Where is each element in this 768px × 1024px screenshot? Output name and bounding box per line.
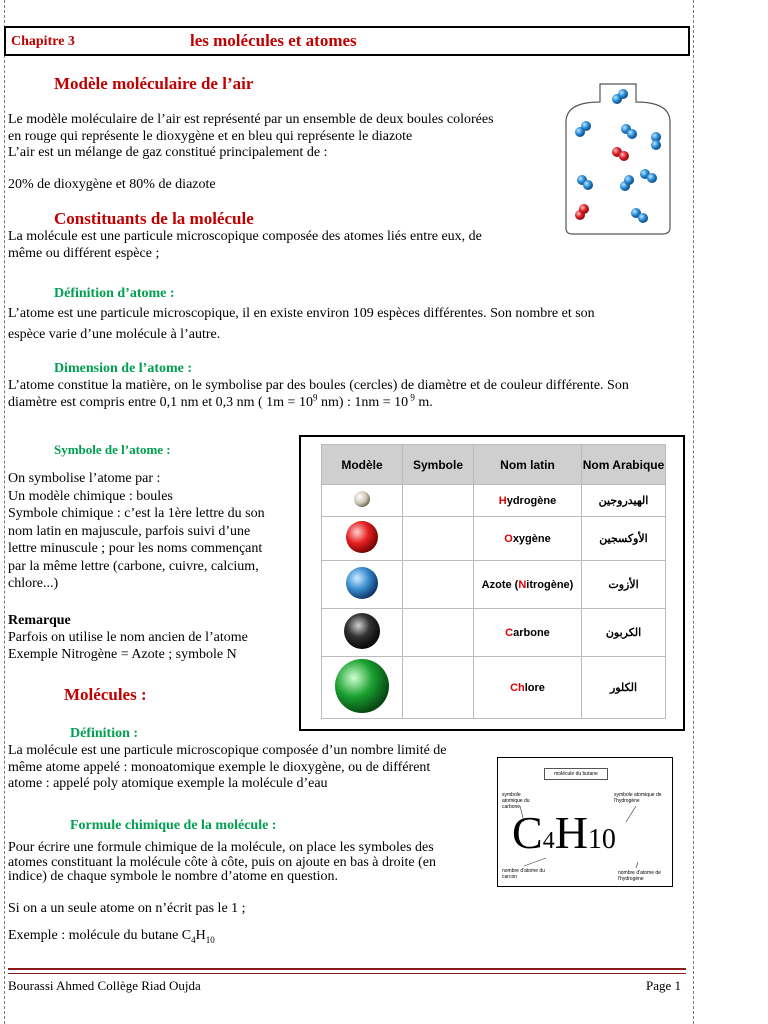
table-row xyxy=(322,517,666,561)
constituents-text xyxy=(8,229,553,262)
arabic-name-cell: الأوكسجين xyxy=(582,517,666,561)
symbol-cell xyxy=(403,485,474,517)
butane-formula-figure xyxy=(497,757,673,887)
col-header-symbol: Symbole xyxy=(403,445,474,485)
text-line: par la même lettre (carbone, cuivre, calcium, xyxy=(8,558,259,574)
atom-definition-heading: Définition d’atome : xyxy=(54,286,175,301)
text-line: indice) de chaque symbole le nombre d’atome en question. xyxy=(8,869,339,884)
table-row xyxy=(322,561,666,609)
symbol-cell xyxy=(403,657,474,719)
nitrogen-model-cell xyxy=(322,561,403,609)
arabic-name-cell: الكربون xyxy=(582,609,666,657)
butane-formula: C4H10 xyxy=(512,807,616,858)
atom-dimension-heading: Dimension de l’atome : xyxy=(54,361,193,376)
air-model-heading: Modèle moléculaire de l’air xyxy=(54,74,254,93)
page-border-right xyxy=(693,0,694,1024)
footer-rule-thin xyxy=(8,973,686,974)
constituents-heading: Constituants de la molécule xyxy=(54,209,254,228)
table-row xyxy=(322,609,666,657)
text-line: atomes constituant la molécule côte à côte, puis on ajoute en bas à droite (en xyxy=(8,854,437,870)
symbol-cell xyxy=(403,609,474,657)
chlorine-ball-icon xyxy=(333,657,391,715)
molecules-heading: Molécules : xyxy=(64,685,147,704)
oxygen-model-cell xyxy=(322,517,403,561)
text-line: Symbole chimique : c’est la 1ère lettre du son xyxy=(8,506,265,521)
latin-name-cell: Oxygène xyxy=(474,517,582,561)
oxygen-ball-icon xyxy=(344,519,380,555)
text-line: en rouge qui représente le dioxygène et en bleu qui représente le diazote xyxy=(8,128,413,144)
col-header-arabic-name: Nom Arabique xyxy=(582,445,666,485)
text-line: nom latin en majuscule, parfois suivi d’une xyxy=(8,523,251,539)
chapter-label: Chapitre 3 xyxy=(11,34,75,49)
table-row xyxy=(322,657,666,719)
latin-name-cell: Azote (Nitrogène) xyxy=(474,561,582,609)
text-line: La molécule est une particule microscopique composée d’un nombre limité de xyxy=(8,743,447,758)
page-number: Page 1 xyxy=(646,978,682,993)
table-row xyxy=(322,485,666,517)
symbol-cell xyxy=(403,561,474,609)
text-line: diamètre est compris entre 0,1 nm et 0,3 nm ( $1m = 10^9$ nm) : 1nm = 10 $^9$ m. xyxy=(8,391,433,410)
text-line: Exemple Nitrogène = Azote ; symbole N xyxy=(8,646,237,662)
remark-text xyxy=(8,630,303,663)
text-line: chlore...) xyxy=(8,576,59,591)
text-line: La molécule est une particule microscopique composée des atomes liés entre eux, de xyxy=(8,229,482,244)
footer-rule xyxy=(8,968,686,970)
text-line: lettre minuscule ; pour les noms commençant xyxy=(8,541,263,556)
table-header-row xyxy=(322,445,666,485)
arabic-name-cell: الكلور xyxy=(582,657,666,719)
carbon-count-label: nombre d'atome du carcon xyxy=(502,868,545,880)
hydrogen-ball-icon xyxy=(352,489,372,509)
latin-name-cell: Chlore xyxy=(474,657,582,719)
col-header-latin-name: Nom latin xyxy=(474,445,582,485)
formula-example: Exemple : molécule du butane $C_4H_{10}$ xyxy=(8,928,215,945)
text-line: L’air est un mélange de gaz constitué principalement de : xyxy=(8,145,328,160)
formula-note: Si on a un seule atome on n’écrit pas le 1 ; xyxy=(8,901,246,916)
atom-dimension-text xyxy=(8,378,690,411)
formula-heading: Formule chimique de la molécule : xyxy=(70,818,277,833)
hydrogen-count-label: nombre d'atome de l'hydrogène xyxy=(618,870,661,882)
atoms-table xyxy=(321,444,666,719)
carbon-ball-icon xyxy=(342,611,382,651)
text-line: Un modèle chimique : boules xyxy=(8,488,173,504)
hydrogen-symbol-label: symbole atomique de l'hydrogène xyxy=(614,792,662,804)
latin-name-cell: Hydrogène xyxy=(474,485,582,517)
formula-text xyxy=(8,841,493,885)
text-line: espèce varie d’une molécule à l’autre. xyxy=(8,327,221,342)
remark-heading: Remarque xyxy=(8,613,71,628)
air-bottle-illustration xyxy=(562,82,674,238)
text-line: Parfois on utilise le nom ancien de l’atome xyxy=(8,630,248,645)
butane-label: molécule du butane xyxy=(544,768,608,780)
carbon-symbol-label: symbole atomique du carbone xyxy=(502,792,530,810)
col-header-model: Modèle xyxy=(322,445,403,485)
atoms-table-frame xyxy=(299,435,685,731)
text-line: Pour écrire une formule chimique de la molécule, on place les symboles des xyxy=(8,840,434,855)
text-line: Le modèle moléculaire de l’air est représenté par un ensemble de deux boules colorées xyxy=(8,112,494,127)
chapter-title: les molécules et atomes xyxy=(190,31,357,50)
molecule-definition-heading: Définition : xyxy=(70,726,139,741)
carbon-model-cell xyxy=(322,609,403,657)
arabic-name-cell: الهيدروجين xyxy=(582,485,666,517)
hydrogen-model-cell xyxy=(322,485,403,517)
text-line: atome : appelé poly atomique exemple la molécule d’eau xyxy=(8,776,328,791)
arabic-name-cell: الأزوت xyxy=(582,561,666,609)
nitrogen-ball-icon xyxy=(344,565,380,601)
molecule-definition-text xyxy=(8,743,493,793)
atom-definition-text xyxy=(8,303,688,345)
atom-symbol-text xyxy=(8,470,303,593)
footer-author: Bourassi Ahmed Collège Riad Oujda xyxy=(8,978,201,993)
air-composition: 20% de dioxygène et 80% de diazote xyxy=(8,177,216,192)
page-border-left xyxy=(4,0,5,1024)
text-line: même ou différent espèce ; xyxy=(8,245,160,261)
chlorine-model-cell xyxy=(322,657,403,719)
text-line: même atome appelé : monoatomique exemple le dioxygène, ou de différent xyxy=(8,759,431,775)
text-line: L’atome constitue la matière, on le symbolise par des boules (cercles) de diamètre et de couleur différente. Son xyxy=(8,378,629,393)
text-line: L’atome est une particule microscopique, il en existe environ 109 espèces différentes. Son nombre et son xyxy=(8,306,595,321)
atom-symbol-heading: Symbole de l’atome : xyxy=(54,442,171,457)
air-model-text xyxy=(8,112,553,162)
symbol-cell xyxy=(403,517,474,561)
text-line: On symbolise l’atome par : xyxy=(8,471,161,486)
latin-name-cell: Carbone xyxy=(474,609,582,657)
